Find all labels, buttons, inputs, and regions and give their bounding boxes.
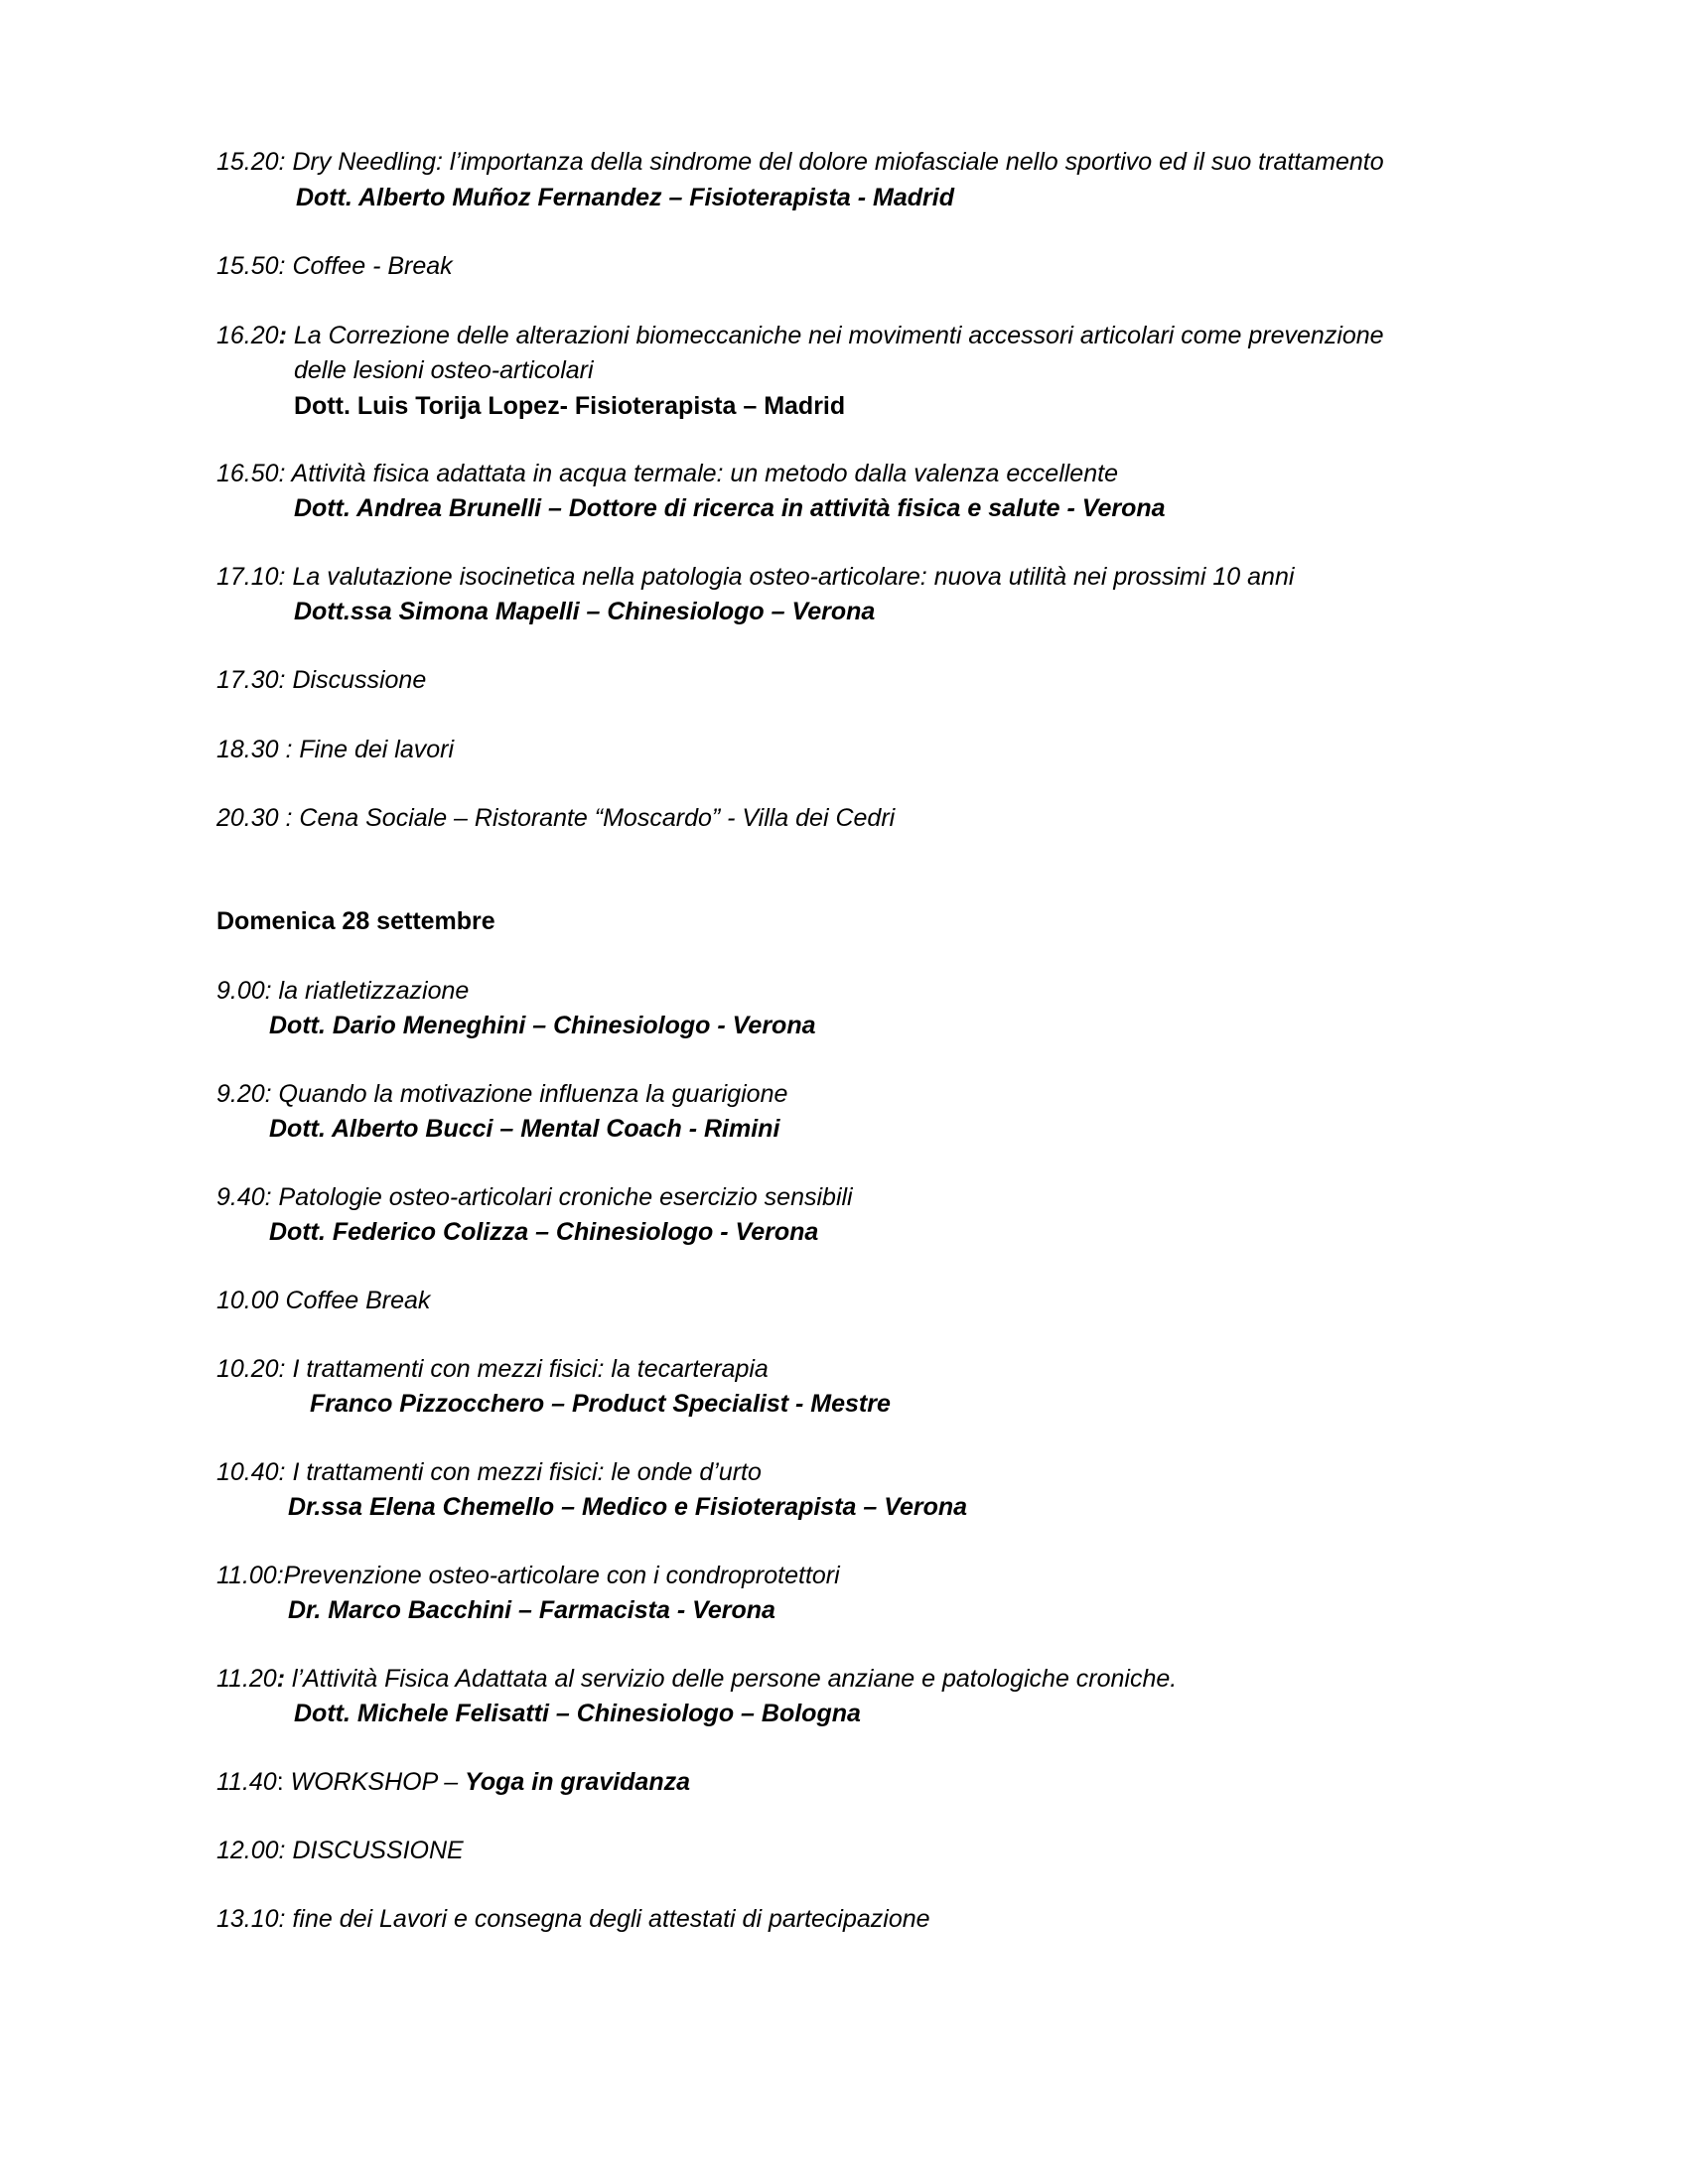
program-item-time-title: 11.00:Prevenzione osteo-articolare con i condroprotettori bbox=[216, 1562, 840, 1589]
program-item-time-title: 16.20: La Correzione delle alterazioni biomeccaniche nei movimenti accessori articolari come prevenzione bbox=[216, 322, 1384, 349]
program-item-time-title: 16.50: Attività fisica adattata in acqua termale: un metodo dalla valenza eccellente bbox=[216, 460, 1118, 487]
speaker-line: Dott. Andrea Brunelli – Dottore di ricerca in attività fisica e salute - Verona bbox=[294, 494, 1166, 522]
day-heading: Domenica 28 settembre bbox=[216, 907, 495, 935]
program-item-time-title: 11.40: WORKSHOP – Yoga in gravidanza bbox=[216, 1768, 691, 1796]
program-item-time-title: 15.50: Coffee - Break bbox=[216, 252, 453, 280]
speaker-line: Dott. Federico Colizza – Chinesiologo - Verona bbox=[269, 1218, 819, 1246]
speaker-line: Dott. Luis Torija Lopez- Fisioterapista – Madrid bbox=[294, 392, 846, 420]
program-item-time-title: 11.20: l’Attività Fisica Adattata al servizio delle persone anziane e patologiche croniche. bbox=[216, 1665, 1178, 1693]
program-item-time-title: 9.00: la riatletizzazione bbox=[216, 977, 470, 1005]
program-item-title-continued: delle lesioni osteo-articolari bbox=[294, 356, 594, 384]
program-item-time-title: 17.10: La valutazione isocinetica nella patologia osteo-articolare: nuova utilità nei prossimi 10 anni bbox=[216, 563, 1295, 591]
program-item-time-title: 12.00: DISCUSSIONE bbox=[216, 1837, 464, 1864]
speaker-line: Dr. Marco Bacchini – Farmacista - Verona bbox=[288, 1596, 775, 1624]
program-item-time-title: 13.10: fine dei Lavori e consegna degli attestati di partecipazione bbox=[216, 1905, 930, 1933]
program-item-time-title: 20.30 : Cena Sociale – Ristorante “Moscardo” - Villa dei Cedri bbox=[216, 804, 896, 832]
program-item-time-title: 9.20: Quando la motivazione influenza la guarigione bbox=[216, 1080, 788, 1108]
program-item-time-title: 10.40: I trattamenti con mezzi fisici: le onde d’urto bbox=[216, 1458, 762, 1486]
speaker-line: Dott. Dario Meneghini – Chinesiologo - Verona bbox=[269, 1012, 816, 1039]
speaker-line: Dott. Alberto Bucci – Mental Coach - Rimini bbox=[269, 1115, 780, 1143]
program-item-time-title: 10.00 Coffee Break bbox=[216, 1287, 431, 1314]
program-item-time-title: 18.30 : Fine dei lavori bbox=[216, 736, 455, 763]
program-item-time-title: 9.40: Patologie osteo-articolari croniche esercizio sensibili bbox=[216, 1183, 853, 1211]
speaker-line: Dott.ssa Simona Mapelli – Chinesiologo – Verona bbox=[294, 598, 876, 625]
speaker-line: Franco Pizzocchero – Product Specialist - Mestre bbox=[310, 1390, 891, 1418]
program-item-time-title: 10.20: I trattamenti con mezzi fisici: la tecarterapia bbox=[216, 1355, 769, 1383]
program-item-time-title: 15.20: Dry Needling: l’importanza della sindrome del dolore miofasciale nello sportivo ed il suo trattamento bbox=[216, 148, 1384, 176]
program-item-time-title: 17.30: Discussione bbox=[216, 666, 427, 694]
workshop-title: Yoga in gravidanza bbox=[465, 1768, 691, 1796]
speaker-line: Dott. Alberto Muñoz Fernandez – Fisioterapista - Madrid bbox=[296, 184, 955, 211]
speaker-line: Dott. Michele Felisatti – Chinesiologo – Bologna bbox=[294, 1700, 861, 1727]
speaker-line: Dr.ssa Elena Chemello – Medico e Fisioterapista – Verona bbox=[288, 1493, 968, 1521]
